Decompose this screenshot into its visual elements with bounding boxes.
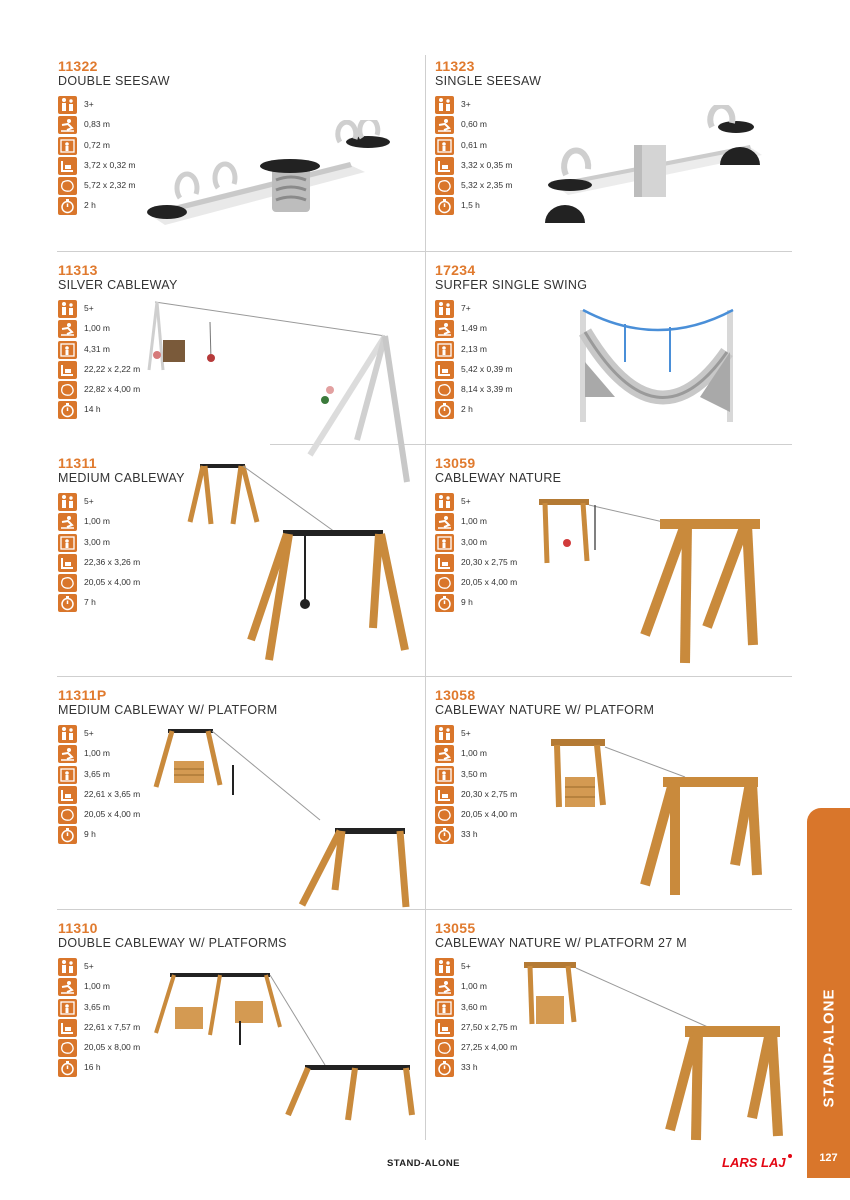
spec-value: 9 h xyxy=(84,829,96,840)
cableway-nature-platform-illustration xyxy=(545,735,770,900)
free-height-icon xyxy=(435,137,454,155)
fall-height-icon xyxy=(435,745,454,763)
spec-row xyxy=(435,493,545,513)
spec-list xyxy=(435,725,545,847)
spec-row xyxy=(435,137,545,157)
installation-time-icon xyxy=(435,401,454,419)
spec-row xyxy=(58,513,168,533)
spec-value: 3,00 m xyxy=(84,536,110,547)
safety-area-icon xyxy=(435,1039,454,1057)
spec-value: 1,00 m xyxy=(84,516,110,527)
safety-area-icon xyxy=(58,574,77,592)
product-code: 11311 xyxy=(58,455,97,471)
installation-time-icon xyxy=(58,826,77,844)
age-icon xyxy=(58,300,77,318)
spec-row xyxy=(435,513,545,533)
age-icon xyxy=(58,96,77,114)
spec-value: 5,32 x 2,35 m xyxy=(461,180,513,191)
spec-row xyxy=(58,96,168,116)
spec-value: 27,25 x 4,00 m xyxy=(461,1042,518,1053)
product-name: SILVER CABLEWAY xyxy=(58,278,178,292)
spec-row xyxy=(58,574,168,594)
age-icon xyxy=(58,493,77,511)
product-size-icon xyxy=(58,157,77,175)
spec-row xyxy=(435,806,545,826)
surfer-swing-illustration xyxy=(575,302,745,432)
free-height-icon xyxy=(58,999,77,1017)
spec-value: 1,00 m xyxy=(84,748,110,759)
row-divider xyxy=(57,676,792,677)
installation-time-icon xyxy=(58,1059,77,1077)
page-number: 127 xyxy=(819,1152,838,1164)
installation-time-icon xyxy=(58,594,77,612)
free-height-icon xyxy=(435,766,454,784)
spec-value: 20,30 x 2,75 m xyxy=(461,556,518,567)
spec-value: 3,72 x 0,32 m xyxy=(84,159,136,170)
fall-height-icon xyxy=(58,978,77,996)
spec-row xyxy=(435,725,545,745)
safety-area-icon xyxy=(58,806,77,824)
spec-list xyxy=(435,493,545,615)
spec-row xyxy=(435,401,545,421)
safety-area-icon xyxy=(58,1039,77,1057)
spec-value: 3+ xyxy=(84,99,94,109)
spec-value: 5+ xyxy=(461,496,471,506)
product-name: DOUBLE SEESAW xyxy=(58,74,170,88)
product-code: 13059 xyxy=(435,455,476,471)
product-name: CABLEWAY NATURE W/ PLATFORM xyxy=(435,703,655,717)
product-size-icon xyxy=(58,1019,77,1037)
spec-value: 20,05 x 4,00 m xyxy=(84,809,141,820)
spec-value: 5+ xyxy=(84,496,94,506)
fall-height-icon xyxy=(435,116,454,134)
spec-value: 22,82 x 4,00 m xyxy=(84,384,141,395)
age-icon xyxy=(435,300,454,318)
cableway-nature-illustration xyxy=(535,495,765,670)
spec-value: 5,72 x 2,32 m xyxy=(84,180,136,191)
spec-value: 22,36 x 3,26 m xyxy=(84,556,141,567)
spec-row xyxy=(435,320,545,340)
spec-row xyxy=(435,745,545,765)
free-height-icon xyxy=(435,534,454,552)
spec-value: 20,30 x 2,75 m xyxy=(461,788,518,799)
spec-value: 0,83 m xyxy=(84,119,110,130)
spec-row xyxy=(435,574,545,594)
fall-height-icon xyxy=(58,320,77,338)
age-icon xyxy=(58,725,77,743)
safety-area-icon xyxy=(58,177,77,195)
spec-value: 22,61 x 7,57 m xyxy=(84,1021,141,1032)
spec-value: 1,00 m xyxy=(84,981,110,992)
safety-area-icon xyxy=(435,381,454,399)
spec-value: 20,05 x 4,00 m xyxy=(84,577,141,588)
spec-row xyxy=(435,534,545,554)
free-height-icon xyxy=(58,137,77,155)
spec-value: 3,32 x 0,35 m xyxy=(461,159,513,170)
spec-value: 33 h xyxy=(461,829,478,840)
product-size-icon xyxy=(435,157,454,175)
product-name: MEDIUM CABLEWAY W/ PLATFORM xyxy=(58,703,278,717)
safety-area-icon xyxy=(435,574,454,592)
fall-height-icon xyxy=(435,513,454,531)
spec-value: 1,00 m xyxy=(461,748,487,759)
free-height-icon xyxy=(435,341,454,359)
product-name: MEDIUM CABLEWAY xyxy=(58,471,185,485)
spec-value: 2 h xyxy=(461,404,473,415)
age-icon xyxy=(58,958,77,976)
product-name: CABLEWAY NATURE W/ PLATFORM 27 M xyxy=(435,936,687,950)
fall-height-icon xyxy=(58,745,77,763)
fall-height-icon xyxy=(435,320,454,338)
spec-value: 22,22 x 2,22 m xyxy=(84,363,141,374)
column-divider xyxy=(425,55,426,1140)
product-code: 17234 xyxy=(435,262,476,278)
single-seesaw-illustration xyxy=(540,105,780,235)
safety-area-icon xyxy=(58,381,77,399)
spec-list xyxy=(435,96,545,218)
spec-value: 1,00 m xyxy=(84,323,110,334)
spec-value: 20,05 x 4,00 m xyxy=(461,809,518,820)
spec-row xyxy=(58,493,168,513)
installation-time-icon xyxy=(58,401,77,419)
medium-cableway-illustration xyxy=(185,460,415,665)
product-size-icon xyxy=(435,361,454,379)
spec-value: 16 h xyxy=(84,1062,101,1073)
product-size-icon xyxy=(58,786,77,804)
spec-value: 3,60 m xyxy=(461,1001,487,1012)
installation-time-icon xyxy=(435,594,454,612)
double-seesaw-illustration xyxy=(140,120,400,240)
fall-height-icon xyxy=(435,978,454,996)
safety-area-icon xyxy=(435,806,454,824)
age-icon xyxy=(435,958,454,976)
spec-value: 27,50 x 2,75 m xyxy=(461,1021,518,1032)
product-size-icon xyxy=(58,554,77,572)
spec-value: 8,14 x 3,39 m xyxy=(461,384,513,395)
age-icon xyxy=(435,725,454,743)
product-name: SURFER SINGLE SWING xyxy=(435,278,588,292)
spec-value: 3,00 m xyxy=(461,536,487,547)
product-size-icon xyxy=(58,361,77,379)
product-name: CABLEWAY NATURE xyxy=(435,471,562,485)
spec-row xyxy=(58,554,168,574)
spec-value: 5+ xyxy=(461,961,471,971)
spec-row xyxy=(435,554,545,574)
spec-value: 5+ xyxy=(84,303,94,313)
installation-time-icon xyxy=(435,1059,454,1077)
spec-value: 22,61 x 3,65 m xyxy=(84,788,141,799)
spec-value: 3+ xyxy=(461,99,471,109)
spec-row xyxy=(435,381,545,401)
product-name: DOUBLE CABLEWAY W/ PLATFORMS xyxy=(58,936,287,950)
spec-row xyxy=(435,300,545,320)
spec-row xyxy=(435,157,545,177)
spec-value: 1,5 h xyxy=(461,200,480,211)
spec-value: 5+ xyxy=(84,961,94,971)
spec-row xyxy=(435,116,545,136)
spec-value: 1,00 m xyxy=(461,516,487,527)
footer-section-label: STAND-ALONE xyxy=(387,1158,460,1169)
free-height-icon xyxy=(58,341,77,359)
installation-time-icon xyxy=(435,826,454,844)
svg-text:LARS LAJ: LARS LAJ xyxy=(722,1155,786,1170)
lars-laj-logo xyxy=(722,1152,792,1172)
spec-value: 20,05 x 4,00 m xyxy=(461,577,518,588)
spec-row xyxy=(435,341,545,361)
product-code: 11323 xyxy=(435,58,475,74)
spec-value: 5,42 x 0,39 m xyxy=(461,363,513,374)
spec-row xyxy=(435,177,545,197)
free-height-icon xyxy=(58,766,77,784)
free-height-icon xyxy=(435,999,454,1017)
spec-value: 3,65 m xyxy=(84,1001,110,1012)
spec-value: 0,61 m xyxy=(461,139,487,150)
age-icon xyxy=(435,493,454,511)
medium-cableway-platform-illustration xyxy=(150,725,415,915)
spec-value: 5+ xyxy=(461,728,471,738)
installation-time-icon xyxy=(435,197,454,215)
spec-value: 7+ xyxy=(461,303,471,313)
fall-height-icon xyxy=(58,513,77,531)
spec-value: 0,72 m xyxy=(84,139,110,150)
free-height-icon xyxy=(58,534,77,552)
product-code: 13058 xyxy=(435,687,476,703)
spec-row xyxy=(435,197,545,217)
spec-row xyxy=(58,594,168,614)
double-cableway-illustration xyxy=(150,965,415,1125)
spec-value: 33 h xyxy=(461,1062,478,1073)
spec-list xyxy=(435,300,545,422)
spec-list xyxy=(58,493,168,615)
fall-height-icon xyxy=(58,116,77,134)
product-code: 11311P xyxy=(58,687,107,703)
spec-row xyxy=(435,594,545,614)
spec-row xyxy=(435,766,545,786)
product-code: 11310 xyxy=(58,920,98,936)
spec-row xyxy=(58,534,168,554)
spec-value: 14 h xyxy=(84,404,101,415)
spec-value: 2 h xyxy=(84,200,96,211)
installation-time-icon xyxy=(58,197,77,215)
spec-row xyxy=(435,96,545,116)
safety-area-icon xyxy=(435,177,454,195)
spec-value: 1,49 m xyxy=(461,323,487,334)
age-icon xyxy=(435,96,454,114)
spec-value: 0,60 m xyxy=(461,119,487,130)
spec-row xyxy=(435,361,545,381)
product-name: SINGLE SEESAW xyxy=(435,74,542,88)
product-code: 11313 xyxy=(58,262,98,278)
product-size-icon xyxy=(435,1019,454,1037)
cableway-nature-27-illustration xyxy=(520,958,785,1143)
spec-value: 7 h xyxy=(84,597,96,608)
spec-value: 9 h xyxy=(461,597,473,608)
spec-value: 20,05 x 8,00 m xyxy=(84,1042,141,1053)
product-size-icon xyxy=(435,554,454,572)
spec-value: 3,65 m xyxy=(84,768,110,779)
spec-value: 3,50 m xyxy=(461,768,487,779)
section-tab-label: STAND-ALONE xyxy=(820,988,838,1108)
spec-value: 2,13 m xyxy=(461,343,487,354)
spec-row xyxy=(435,826,545,846)
product-code: 13055 xyxy=(435,920,476,936)
product-size-icon xyxy=(435,786,454,804)
spec-row xyxy=(435,786,545,806)
spec-value: 5+ xyxy=(84,728,94,738)
product-code: 11322 xyxy=(58,58,98,74)
spec-value: 4,31 m xyxy=(84,343,110,354)
spec-value: 1,00 m xyxy=(461,981,487,992)
